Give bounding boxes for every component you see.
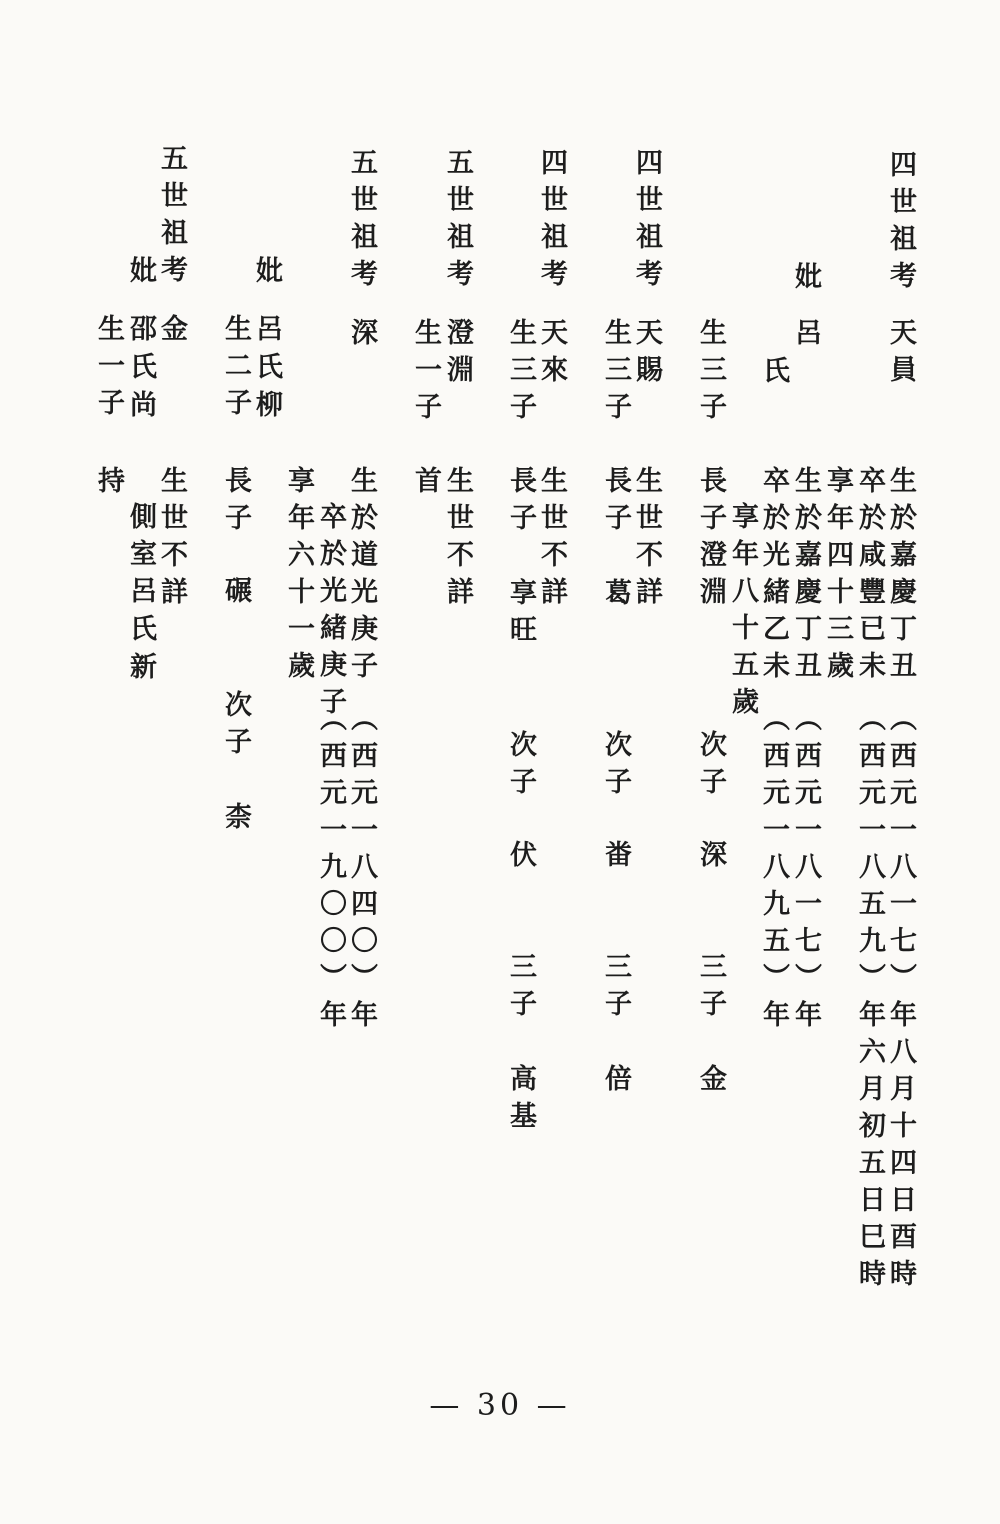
- column-8-name: 天賜: [631, 318, 662, 392]
- column-20-concubine-surname: 呂: [125, 576, 156, 613]
- column-1-date: （西元一八一七）年八月十四日酉時: [885, 704, 916, 1296]
- column-5-death: 卒於光緒乙未: [758, 466, 789, 688]
- column-14-date: （西元一八四〇）年: [346, 704, 377, 1037]
- column-14-birth: 生於道光庚子: [346, 466, 377, 688]
- column-4-birth: 生於嘉慶丁丑: [790, 466, 821, 688]
- column-15-date: （西元一九〇〇）年: [315, 704, 346, 1037]
- column-10-name: 天來: [536, 318, 567, 392]
- column-6-age: 享年八十五歲: [727, 502, 758, 724]
- column-11-eldest-label: 長子: [505, 466, 536, 540]
- column-18-second-name: 柰: [220, 802, 251, 839]
- column-3-age: 享年四十三歲: [822, 466, 853, 688]
- column-1-name: 天員: [885, 318, 916, 392]
- column-20-surname: 邵: [125, 314, 156, 351]
- column-20-wife: 妣: [125, 256, 156, 293]
- column-20-concubine-shi: 氏: [125, 614, 156, 651]
- column-9-sons: 生三子: [600, 318, 631, 429]
- column-18-sons: 生二子: [220, 314, 251, 425]
- column-18-eldest-label: 長子: [220, 466, 251, 540]
- column-19-birth: 生世不詳: [156, 466, 187, 614]
- column-13-sons: 生一子: [410, 318, 441, 429]
- column-9-third-name: 倍: [600, 1064, 631, 1101]
- column-9-second-label: 次子: [600, 730, 631, 804]
- column-1-birth: 生於嘉慶丁丑: [885, 466, 916, 688]
- column-20-given-name: 尚: [125, 390, 156, 427]
- column-9-third-label: 三子: [600, 952, 631, 1026]
- column-9-second-name: 畨: [600, 840, 631, 877]
- column-20-concubine-name: 新: [125, 652, 156, 689]
- column-2-date: （西元一八五九）年六月初五日巳時: [854, 704, 885, 1296]
- column-7-eldest: 長子澄淵: [695, 466, 726, 614]
- column-2-death: 卒於咸豐已未: [854, 466, 885, 688]
- page-number: — 30 —: [429, 1388, 571, 1423]
- column-8-birth: 生世不詳: [631, 466, 662, 614]
- column-9-eldest-label: 長子: [600, 466, 631, 540]
- column-7-second-name: 深: [695, 840, 726, 877]
- column-11-second-label: 次子: [505, 730, 536, 804]
- column-9-eldest-name: 葛: [600, 578, 631, 615]
- column-18-eldest-name: 碾: [220, 576, 251, 613]
- column-4-surname: 呂: [790, 318, 821, 355]
- column-12-birth: 生世不詳: [442, 466, 473, 614]
- column-17-shi: 氏: [251, 352, 282, 389]
- column-10-birth: 生世不詳: [536, 466, 567, 614]
- column-5-date: （西元一八九五）年: [758, 704, 789, 1037]
- column-4-wife: 妣: [790, 262, 821, 299]
- column-7-third-name: 金: [695, 1064, 726, 1101]
- column-1-heading: 四世祖考: [885, 150, 916, 298]
- column-11-eldest-name: 享旺: [505, 578, 536, 652]
- column-16-age: 享年六十一歲: [283, 466, 314, 688]
- column-19-heading: 五世祖考: [156, 144, 187, 292]
- column-17-wife: 妣: [251, 256, 282, 293]
- column-20-concubine: 側室: [125, 502, 156, 576]
- column-17-surname: 呂: [251, 314, 282, 351]
- column-14-heading: 五世祖考: [346, 148, 377, 296]
- column-4-date: （西元一八一七）年: [790, 704, 821, 1037]
- column-12-heading: 五世祖考: [442, 148, 473, 296]
- column-14-name: 深: [346, 318, 377, 355]
- column-20-shi: 氏: [125, 352, 156, 389]
- column-5-shi: 氏: [758, 356, 789, 393]
- column-11-second-name: 伏: [505, 840, 536, 877]
- column-10-heading: 四世祖考: [536, 148, 567, 296]
- column-21-son-name: 持: [93, 466, 124, 503]
- column-8-heading: 四世祖考: [631, 148, 662, 296]
- column-12-name: 澄淵: [442, 318, 473, 392]
- column-19-name: 金: [156, 314, 187, 351]
- column-11-third-name: 高基: [505, 1064, 536, 1138]
- column-7-sons: 生三子: [695, 318, 726, 429]
- column-21-sons: 生一子: [93, 314, 124, 425]
- column-7-third-label: 三子: [695, 952, 726, 1026]
- column-11-third-label: 三子: [505, 952, 536, 1026]
- column-15-death: 卒於光緒庚子: [315, 502, 346, 724]
- column-13-son-name: 首: [410, 466, 441, 503]
- column-7-second-label: 次子: [695, 730, 726, 804]
- column-17-given-name: 柳: [251, 390, 282, 427]
- column-11-sons: 生三子: [505, 318, 536, 429]
- column-18-second-label: 次子: [220, 690, 251, 764]
